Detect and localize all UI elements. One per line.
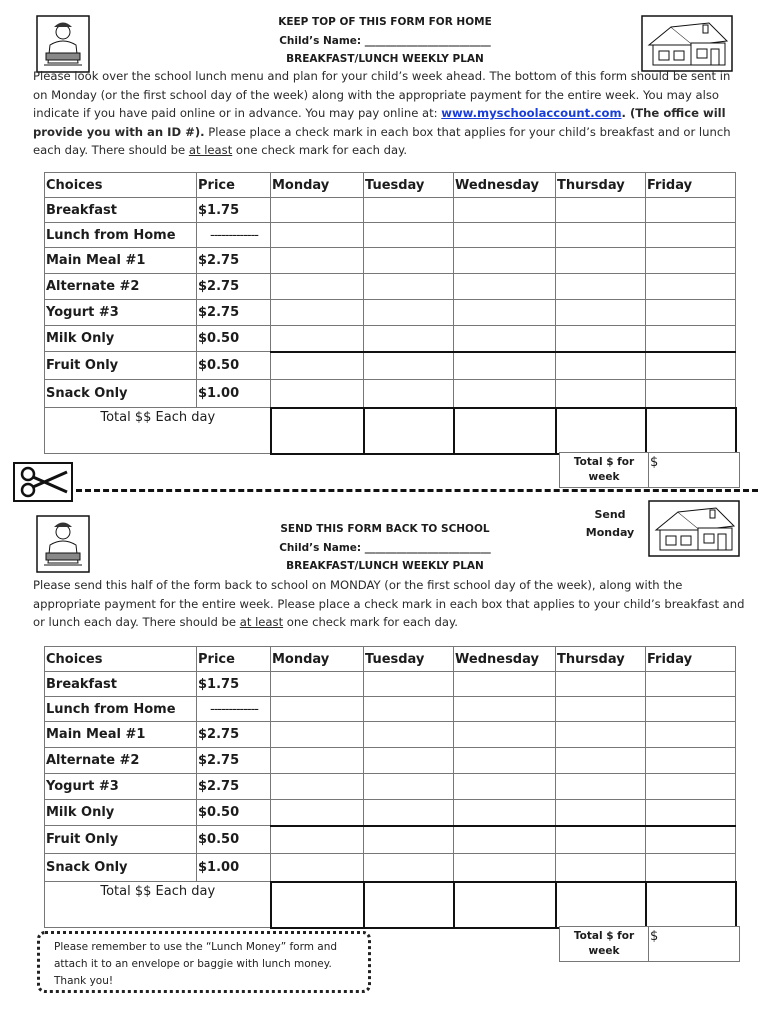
checkbox-cell[interactable] [556, 774, 646, 800]
table-row [45, 854, 736, 882]
choice-label: Lunch from Home [45, 697, 197, 722]
checkbox-cell[interactable] [454, 748, 556, 774]
total-cell-tuesday[interactable] [364, 408, 454, 454]
price-label: $1.00 [197, 380, 271, 408]
total-cell-friday[interactable] [646, 408, 736, 454]
top-child-name-line[interactable]: Child’s Name: ________________________ [279, 35, 491, 47]
checkbox-cell[interactable] [364, 248, 454, 274]
checkbox-cell[interactable] [364, 672, 454, 697]
table-row [45, 198, 736, 223]
checkbox-cell[interactable] [364, 198, 454, 223]
checkbox-cell[interactable] [646, 800, 736, 826]
checkbox-cell[interactable] [271, 198, 364, 223]
cut-line [76, 489, 758, 492]
checkbox-cell[interactable] [271, 854, 364, 882]
checkbox-cell[interactable] [454, 274, 556, 300]
checkbox-cell[interactable] [646, 722, 736, 748]
price-label: $0.50 [197, 352, 271, 380]
checkbox-cell[interactable] [454, 300, 556, 326]
choice-label: Breakfast [45, 672, 197, 697]
checkbox-cell[interactable] [646, 774, 736, 800]
header-wednesday: Wednesday [454, 647, 556, 672]
table-row [45, 248, 736, 274]
send-monday-label: Send Monday [585, 508, 635, 539]
checkbox-cell[interactable] [646, 854, 736, 882]
checkbox-cell[interactable] [271, 274, 364, 300]
header-price: Price [197, 173, 271, 198]
checkbox-cell[interactable] [454, 826, 556, 854]
price-label: $0.50 [197, 326, 271, 352]
lunch-money-reminder: Please remember to use the “Lunch Money” form and attach it to an envelope or baggie with lunch money. Thank you! [37, 931, 371, 993]
price-label: $0.50 [197, 800, 271, 826]
student-clipart [36, 515, 90, 573]
checkbox-cell[interactable] [271, 248, 364, 274]
checkbox-cell[interactable] [364, 800, 454, 826]
checkbox-cell[interactable] [364, 352, 454, 380]
checkbox-cell[interactable] [271, 223, 364, 248]
checkbox-cell[interactable] [646, 274, 736, 300]
checkbox-cell[interactable] [646, 300, 736, 326]
price-label: $1.75 [197, 198, 271, 223]
header-price: Price [197, 647, 271, 672]
checkbox-cell[interactable] [556, 248, 646, 274]
checkbox-cell[interactable] [556, 380, 646, 408]
checkbox-cell[interactable] [556, 326, 646, 352]
price-label: $2.75 [197, 774, 271, 800]
checkbox-cell[interactable] [271, 722, 364, 748]
total-cell-wednesday[interactable] [454, 408, 556, 454]
choice-label: Lunch from Home [45, 223, 197, 248]
checkbox-cell[interactable] [364, 748, 454, 774]
top-total-week-box [559, 452, 740, 488]
checkbox-cell[interactable] [364, 274, 454, 300]
table-row [45, 352, 736, 380]
choice-label: Breakfast [45, 198, 197, 223]
checkbox-cell[interactable] [271, 748, 364, 774]
top-form-title: KEEP TOP OF THIS FORM FOR HOME [278, 16, 492, 28]
checkbox-cell[interactable] [364, 380, 454, 408]
price-label: $2.75 [197, 300, 271, 326]
choice-label: Alternate #2 [45, 274, 197, 300]
checkbox-cell[interactable] [454, 198, 556, 223]
total-cell-tuesday[interactable] [364, 882, 454, 928]
total-cell-thursday[interactable] [556, 882, 646, 928]
header-thursday: Thursday [556, 647, 646, 672]
checkbox-cell[interactable] [646, 223, 736, 248]
checkbox-cell[interactable] [454, 774, 556, 800]
checkbox-cell[interactable] [646, 697, 736, 722]
price-label: $2.75 [197, 722, 271, 748]
total-week-value[interactable]: $ [650, 929, 659, 944]
total-cell-thursday[interactable] [556, 408, 646, 454]
checkbox-cell[interactable] [454, 800, 556, 826]
price-label: $1.75 [197, 672, 271, 697]
bottom-total-week-box [559, 926, 740, 962]
header-thursday: Thursday [556, 173, 646, 198]
header-monday: Monday [271, 647, 364, 672]
checkbox-cell[interactable] [556, 697, 646, 722]
checkbox-cell[interactable] [454, 352, 556, 380]
checkbox-cell[interactable] [556, 748, 646, 774]
checkbox-cell[interactable] [646, 326, 736, 352]
header-monday: Monday [271, 173, 364, 198]
choice-label: Main Meal #1 [45, 248, 197, 274]
price-label: $2.75 [197, 748, 271, 774]
header-choices: Choices [45, 647, 197, 672]
school-house-clipart [648, 500, 740, 557]
checkbox-cell[interactable] [364, 774, 454, 800]
table-row [45, 672, 736, 697]
table-row [45, 380, 736, 408]
checkbox-cell[interactable] [364, 854, 454, 882]
bottom-form-title: SEND THIS FORM BACK TO SCHOOL [280, 523, 490, 535]
total-each-day-label: Total $$ Each day [45, 882, 271, 928]
total-cell-wednesday[interactable] [454, 882, 556, 928]
bottom-meal-plan-table [44, 646, 737, 929]
choice-label: Main Meal #1 [45, 722, 197, 748]
checkbox-cell[interactable] [271, 826, 364, 854]
checkbox-cell[interactable] [556, 223, 646, 248]
total-row [45, 408, 736, 454]
checkbox-cell[interactable] [646, 352, 736, 380]
checkbox-cell[interactable] [556, 854, 646, 882]
choice-label: Snack Only [45, 380, 197, 408]
total-week-label: Total $ for week [573, 456, 635, 483]
table-row [45, 800, 736, 826]
total-week-label: Total $ for week [573, 930, 635, 957]
payment-link[interactable]: www.myschoolaccount.com [441, 106, 622, 121]
checkbox-cell[interactable] [271, 697, 364, 722]
checkbox-cell[interactable] [364, 223, 454, 248]
choice-label: Fruit Only [45, 352, 197, 380]
price-label: $2.75 [197, 248, 271, 274]
choice-label: Snack Only [45, 854, 197, 882]
school-house-clipart [641, 15, 733, 72]
table-row [45, 774, 736, 800]
total-cell-monday[interactable] [271, 882, 364, 928]
checkbox-cell[interactable] [271, 380, 364, 408]
checkbox-cell[interactable] [556, 274, 646, 300]
total-week-value[interactable]: $ [650, 455, 659, 470]
choice-label: Milk Only [45, 326, 197, 352]
checkbox-cell[interactable] [556, 672, 646, 697]
header-wednesday: Wednesday [454, 173, 556, 198]
bottom-instructions: Please send this half of the form back to school on MONDAY (or the first school day of the week), along with the appropriate payment for the entire week. Please place a check mark in each box that applies to your child’s breakfast and or lunch each day. There should be at least one check mark for each day. [33, 578, 745, 630]
checkbox-cell[interactable] [556, 352, 646, 380]
header-tuesday: Tuesday [364, 173, 454, 198]
checkbox-cell[interactable] [646, 380, 736, 408]
checkbox-cell[interactable] [454, 380, 556, 408]
total-each-day-label: Total $$ Each day [45, 408, 271, 454]
price-label: $0.50 [197, 826, 271, 854]
price-label: $2.75 [197, 274, 271, 300]
checkbox-cell[interactable] [646, 248, 736, 274]
checkbox-cell[interactable] [364, 722, 454, 748]
checkbox-cell[interactable] [454, 854, 556, 882]
checkbox-cell[interactable] [556, 826, 646, 854]
price-label: $1.00 [197, 854, 271, 882]
checkbox-cell[interactable] [454, 248, 556, 274]
bottom-form-subtitle: BREAKFAST/LUNCH WEEKLY PLAN [286, 560, 484, 572]
table-row [45, 697, 736, 722]
checkbox-cell[interactable] [454, 326, 556, 352]
checkbox-cell[interactable] [556, 722, 646, 748]
checkbox-cell[interactable] [454, 722, 556, 748]
total-cell-friday[interactable] [646, 882, 736, 928]
table-row [45, 300, 736, 326]
top-instructions: Please look over the school lunch menu and plan for your child’s week ahead. The bottom of this form should be sent in on Monday (or the first school day of the week) along with the appropriate payment for the entire week. You may also indicate if you have paid online or in advance. You may pay online at: www.myschoolaccount.com. (The office will provide you with an ID #). Please place a check mark in each box that applies for your child’s breakfast and or lunch each day. There should be at least one check mark for each day. [33, 69, 731, 158]
header-friday: Friday [646, 173, 736, 198]
price-label: ------------- [197, 697, 271, 722]
total-row [45, 882, 736, 928]
header-choices: Choices [45, 173, 197, 198]
checkbox-cell[interactable] [454, 672, 556, 697]
checkbox-cell[interactable] [271, 774, 364, 800]
bottom-child-name-line[interactable]: Child’s Name: ________________________ [279, 542, 491, 554]
header-tuesday: Tuesday [364, 647, 454, 672]
checkbox-cell[interactable] [364, 826, 454, 854]
choice-label: Yogurt #3 [45, 300, 197, 326]
table-row [45, 826, 736, 854]
checkbox-cell[interactable] [556, 800, 646, 826]
table-row [45, 274, 736, 300]
table-row [45, 326, 736, 352]
checkbox-cell[interactable] [646, 198, 736, 223]
checkbox-cell[interactable] [271, 326, 364, 352]
checkbox-cell[interactable] [646, 672, 736, 697]
checkbox-cell[interactable] [271, 800, 364, 826]
header-friday: Friday [646, 647, 736, 672]
checkbox-cell[interactable] [364, 300, 454, 326]
checkbox-cell[interactable] [271, 300, 364, 326]
checkbox-cell[interactable] [454, 223, 556, 248]
checkbox-cell[interactable] [646, 748, 736, 774]
checkbox-cell[interactable] [454, 697, 556, 722]
total-cell-monday[interactable] [271, 408, 364, 454]
choice-label: Alternate #2 [45, 748, 197, 774]
checkbox-cell[interactable] [364, 697, 454, 722]
table-row [45, 748, 736, 774]
checkbox-cell[interactable] [646, 826, 736, 854]
table-row [45, 722, 736, 748]
checkbox-cell[interactable] [556, 300, 646, 326]
top-form-subtitle: BREAKFAST/LUNCH WEEKLY PLAN [286, 53, 484, 65]
table-row [45, 223, 736, 248]
price-label: ------------- [197, 223, 271, 248]
choice-label: Milk Only [45, 800, 197, 826]
top-meal-plan-table [44, 172, 737, 455]
checkbox-cell[interactable] [271, 352, 364, 380]
choice-label: Fruit Only [45, 826, 197, 854]
checkbox-cell[interactable] [271, 672, 364, 697]
scissors-icon [13, 462, 73, 502]
choice-label: Yogurt #3 [45, 774, 197, 800]
checkbox-cell[interactable] [556, 198, 646, 223]
checkbox-cell[interactable] [364, 326, 454, 352]
student-clipart [36, 15, 90, 73]
